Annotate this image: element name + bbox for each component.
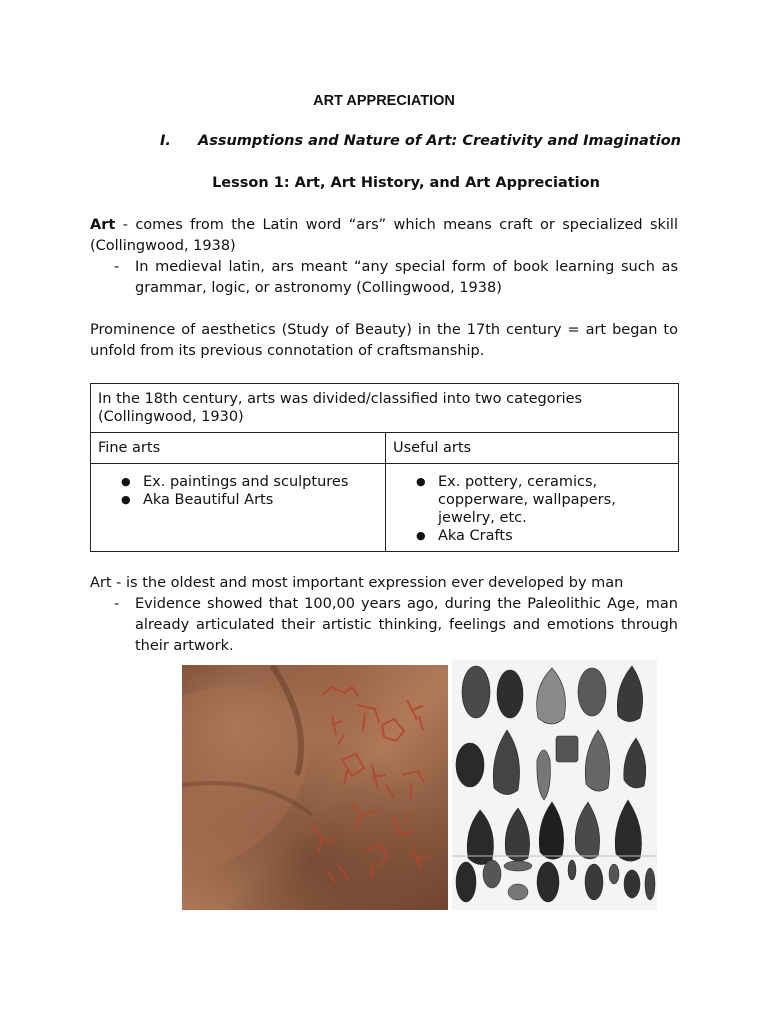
art-oldest-subitem (90, 594, 678, 657)
art-definition-subtext: In medieval latin, ars meant “any special form of book learning such as grammar, logic, or astronomy (Collingwood, 1938) (135, 259, 678, 296)
fine-arts-cell (91, 464, 386, 552)
useful-arts-cell (386, 464, 679, 552)
fine-arts-heading: Fine arts (91, 433, 386, 464)
document-title: ART APPRECIATION (313, 93, 455, 109)
arts-classification-table (90, 383, 679, 552)
list-item: ● Aka Beautiful Arts (143, 491, 378, 509)
useful-arts-heading: Useful arts (386, 433, 679, 464)
dash-bullet: - (114, 596, 120, 612)
section-title: Assumptions and Nature of Art: Creativity and Imagination (198, 133, 682, 149)
list-item: ● Ex. pottery, ceramics, copperware, wallpapers, jewelry, etc. (438, 473, 671, 527)
art-definition-text: - comes from the Latin word “ars” which means craft or specialized skill (Collingwood, 1938) (90, 217, 678, 254)
dash-bullet: - (114, 259, 120, 275)
useful-arts-list (393, 473, 671, 545)
art-definition (90, 215, 678, 257)
lesson-title: Lesson 1: Art, Art History, and Art Appreciation (212, 175, 600, 191)
list-item: ● Aka Crafts (438, 527, 671, 545)
prominence-paragraph: Prominence of aesthetics (Study of Beauty) in the 17th century = art began to unfold from its previous connotation of craftsmanship. (90, 322, 678, 359)
list-item: ● Ex. paintings and sculptures (143, 473, 378, 491)
table-header-cell: In the 18th century, arts was divided/classified into two categories (Collingwood, 1930) (91, 384, 679, 433)
section-number: I. (160, 133, 171, 149)
cave-painting-illustration (182, 665, 448, 910)
art-term: Art (90, 217, 116, 233)
stone-tools-illustration (452, 660, 657, 910)
cave-painting-image (182, 665, 448, 910)
fine-arts-list (98, 473, 378, 509)
stone-tools-image (452, 660, 657, 910)
art-definition-subitem (90, 257, 678, 299)
section-heading (160, 133, 681, 149)
art-oldest-subtext: Evidence showed that 100,00 years ago, during the Paleolithic Age, man already articulated their artistic thinking, feelings and emotions through their artwork. (135, 596, 678, 654)
art-oldest-paragraph: Art - is the oldest and most important expression ever developed by man (90, 575, 624, 591)
